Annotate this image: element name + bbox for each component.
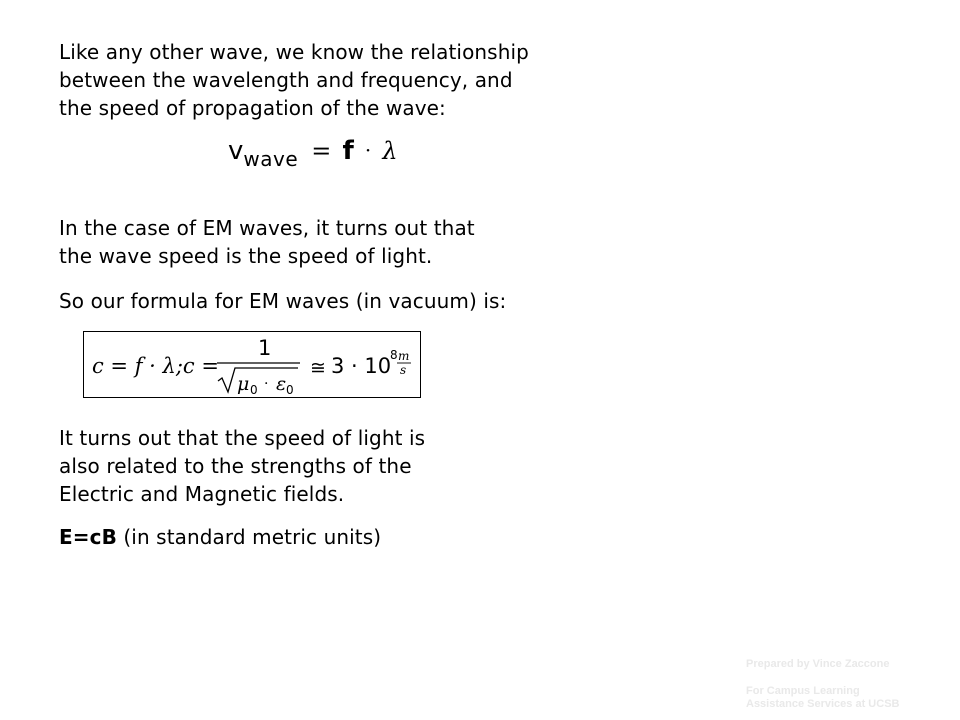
formula-mu: μ: [237, 373, 250, 395]
intro-paragraph: [59, 38, 529, 122]
em-speed-paragraph: [59, 214, 475, 270]
eq-v: v: [228, 136, 244, 166]
footer-line-2: For Campus Learning: [746, 685, 860, 697]
footer-prepared-by: Prepared by Vince Zaccone: [746, 658, 890, 670]
formula-numerator: 1: [258, 336, 272, 360]
formula-intro: [59, 287, 506, 315]
eq-v-subscript: wave: [243, 147, 299, 171]
formula-unit-den: s: [400, 363, 407, 377]
intro-line: Like any other wave, we know the relationship: [59, 40, 529, 64]
eq-lambda: λ: [382, 137, 398, 165]
formula-approx: ≅: [310, 357, 326, 379]
eq-equals: =: [311, 137, 332, 165]
fields-line: Electric and Magnetic fields.: [59, 482, 345, 506]
em-speed-line: the wave speed is the speed of light.: [59, 244, 433, 268]
formula-part1: c = f · λ;c =: [92, 354, 219, 378]
intro-line: between the wavelength and frequency, and: [59, 68, 513, 92]
fields-line: also related to the strengths of the: [59, 454, 412, 478]
fields-paragraph: [59, 424, 425, 508]
formula-eps-sub: 0: [286, 383, 294, 397]
eq-dot: ·: [364, 138, 372, 162]
footer-line-3: Assistance Services at UCSB: [746, 698, 900, 710]
formula-value: 3 · 10: [331, 354, 392, 378]
footer-credit: [746, 658, 946, 711]
eq-f: f: [342, 136, 354, 166]
formula-exponent: 8: [390, 348, 398, 362]
relation-note: (in standard metric units): [116, 525, 382, 549]
speed-of-light-formula: [84, 332, 422, 399]
fields-line: It turns out that the speed of light is: [59, 426, 426, 450]
wave-speed-equation: [228, 136, 398, 176]
formula-eps: ε: [276, 373, 287, 395]
intro-line: the speed of propagation of the wave:: [59, 96, 446, 120]
formula-unit-num: m: [398, 349, 410, 363]
formula-intro-text: So our formula for EM waves (in vacuum) is:: [59, 289, 507, 313]
relation-equation: E=cB: [59, 525, 117, 549]
speed-of-light-formula-box: [83, 331, 421, 398]
formula-dot: ·: [264, 376, 269, 392]
em-speed-line: In the case of EM waves, it turns out that: [59, 216, 475, 240]
relation-paragraph: [59, 523, 381, 551]
formula-mu-sub: 0: [250, 383, 258, 397]
